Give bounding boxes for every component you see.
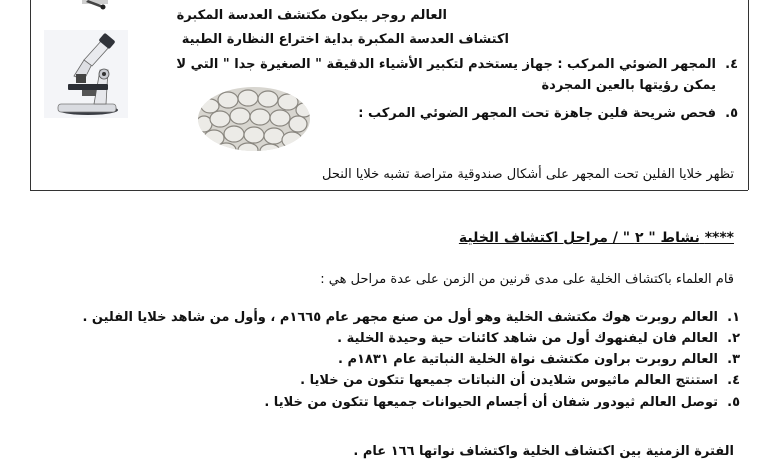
stage-3-number: ٣. — [727, 352, 740, 367]
box-border-left — [30, 0, 31, 190]
time-period-footer: الفترة الزمنية بين اكتشاف الخلية واكتشاف نواتها ١٦٦ عام . — [353, 444, 734, 459]
activity-2-title: نشاط " ٢ " / مراحل اكتشاف الخلية — [458, 230, 700, 246]
stage-5-text: توصل العالم ثيودور شفان أن أجسام الحيوانات جميعها تتكون من خلايا . — [264, 395, 718, 410]
item-4-line-2: يمكن رؤيتها بالعين المجردة — [541, 78, 716, 93]
stage-5-number: ٥. — [727, 395, 740, 410]
activity-2-intro: قام العلماء باكتشاف الخلية على مدى قرنين من الزمن على عدة مراحل هي : — [320, 272, 734, 287]
microscope-icon — [44, 30, 128, 118]
cork-observation-line: تظهر خلايا الفلين تحت المجهر على أشكال صندوقية متراصة تشبه خلايا النحل — [321, 167, 734, 182]
roger-bacon-line: العالم روجر بيكون مكتشف العدسة المكبرة — [176, 8, 447, 23]
box-border-right — [748, 0, 749, 190]
box-border-bottom — [30, 190, 748, 191]
stage-1-number: ١. — [727, 310, 740, 325]
stage-1-text: العالم روبرت هوك مكتشف الخلية وهو أول من صنع مجهر عام ١٦٦٥م ، وأول من شاهد خلايا الفلين . — [82, 310, 718, 325]
stage-4-text: استنتج العالم ماثيوس شلايدن أن النباتات جميعها تتكون من خلايا . — [300, 373, 718, 388]
stage-2-number: ٢. — [727, 331, 740, 346]
cork-cells-image — [196, 84, 312, 154]
item-5-number: ٥. — [725, 106, 738, 121]
heading-stars: **** — [704, 230, 734, 246]
activity-2-heading — [459, 228, 734, 248]
stage-4-number: ٤. — [727, 373, 740, 388]
magnifier-lens-line: اكتشاف العدسة المكبرة بداية اختراع النظارة الطبية — [181, 32, 509, 47]
stage-2-text: العالم فان ليفنهوك أول من شاهد كائنات حية وحيدة الخلية . — [337, 331, 718, 346]
stage-3-text: العالم روبرت براون مكتشف نواة الخلية النباتية عام ١٨٣١م . — [338, 352, 718, 367]
item-4-line-1: المجهر الضوئي المركب : جهاز يستخدم لتكبير الأشياء الدقيقة " الصغيرة جدا " التي لا — [176, 57, 716, 72]
item-5-text: فحص شريحة فلين جاهزة تحت المجهر الضوئي المركب : — [358, 106, 716, 121]
item-4-number: ٤. — [725, 57, 738, 72]
partial-image-fragment-icon — [82, 0, 108, 10]
